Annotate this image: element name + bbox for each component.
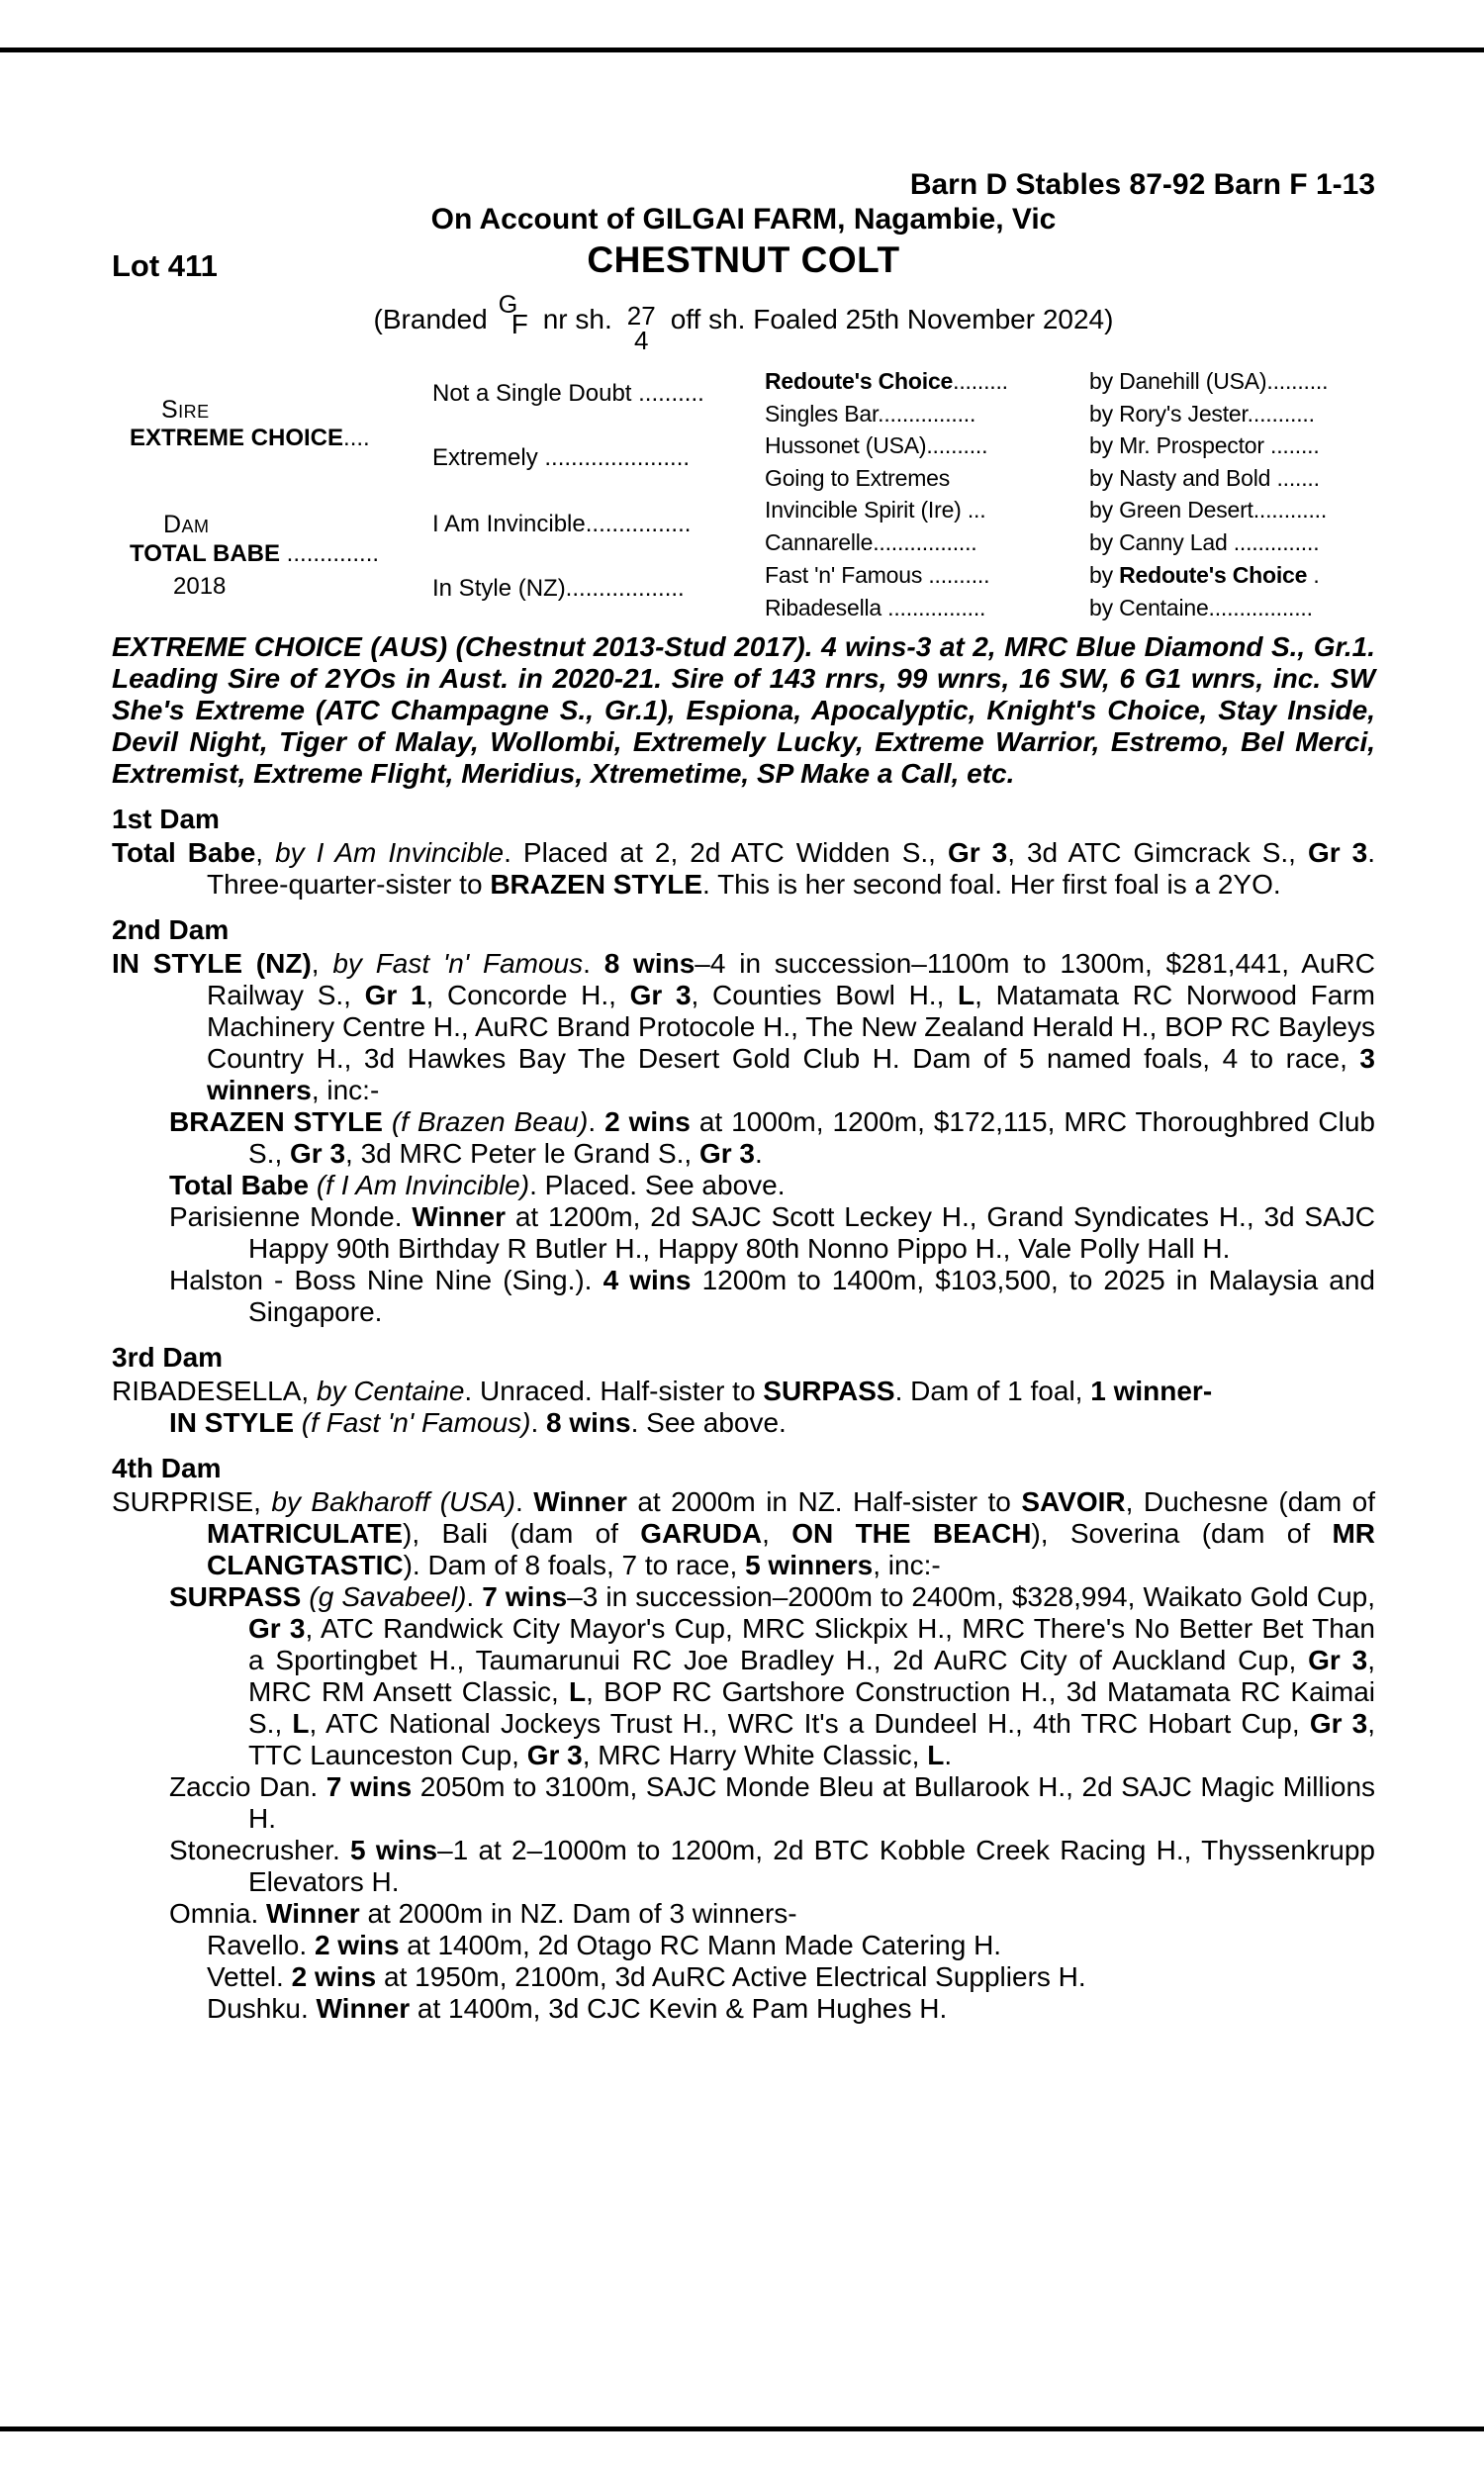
grandparent-name: Singles Bar................ xyxy=(765,401,976,427)
grandprogeny-entry: Ravello. 2 wins at 1400m, 2d Otago RC Mann Made Catering H. xyxy=(207,1930,1002,1960)
brand-foaled: off sh. Foaled 25th November 2024) xyxy=(670,304,1114,334)
consignor-line: On Account of GILGAI FARM, Nagambie, Vic xyxy=(430,203,1057,236)
grandparent-sire-line: by Nasty and Bold ....... xyxy=(1089,465,1320,491)
pedigree-table xyxy=(112,358,1457,627)
brand-near-side: nr sh. xyxy=(542,304,612,334)
foaling-fraction-top: 27 xyxy=(626,301,656,331)
dam-label: Dam xyxy=(163,511,210,538)
grandparent-name: Hussonet (USA).......... xyxy=(765,432,988,458)
grandparent-name: Redoute's Choice......... xyxy=(765,368,1008,394)
grandparent-sire-line: by Danehill (USA).......... xyxy=(1089,368,1329,394)
progeny-entry: Total Babe (f I Am Invincible). Placed. See above. xyxy=(169,1170,786,1200)
grandparent-sire-line: by Redoute's Choice . xyxy=(1089,562,1320,588)
dam-entry: RIBADESELLA, by Centaine. Unraced. Half-sister to SURPASS. Dam of 1 foal, 1 winner- xyxy=(112,1376,1213,1406)
progeny-entry: BRAZEN STYLE (f Brazen Beau). 2 wins at 1000m, 1200m, $172,115, MRC Thoroughbred Club S., Gr 3, 3d MRC Peter le Grand S., Gr 3. xyxy=(169,1106,1375,1169)
progeny-entry: Parisienne Monde. Winner at 1200m, 2d SAJC Scott Leckey H., Grand Syndicates H., 3d SAJC Happy 90th Birthday R Butler H., Happy 80th Nonno Pippo H., Vale Polly Hall H. xyxy=(169,1201,1375,1264)
sire-summary: EXTREME CHOICE (AUS) (Chestnut 2013-Stud 2017). 4 wins-3 at 2, MRC Blue Diamond S., Gr.1. Leading Sire of 2YOs in Aust. in 2020-21. Sire of 143 rnrs, 99 wnrs, 16 SW, 6 G1 wnrs, inc. SW She's Extreme (ATC Champagne S., Gr.1), Espiona, Apocalyptic, Knight's Choice, Stay Inside, Devil Night, Tiger of Malay, Wollombi, Extremely Lucky, Extreme Warrior, Estremo, Bel Merci, Extremist, Extreme Flight, Meridius, Xtremetime, SP Make a Call, etc. xyxy=(112,631,1375,789)
grandparent-sire-line: by Rory's Jester........... xyxy=(1089,401,1315,427)
dam-of-sire: Extremely ...................... xyxy=(432,444,691,471)
foaling-fraction-bottom: 4 xyxy=(633,326,649,355)
section-3rd-dam xyxy=(112,1342,1375,1439)
progeny-entry: IN STYLE (f Fast 'n' Famous). 8 wins. See above. xyxy=(169,1407,787,1438)
grandparent-sire-line: by Centaine................. xyxy=(1089,595,1313,620)
brand-line xyxy=(112,283,1375,356)
section-4th-dam xyxy=(112,1453,1375,2025)
dam-name: TOTAL BABE .............. xyxy=(130,540,380,567)
grandparent-name: Ribadesella ................ xyxy=(765,595,986,620)
bottom-rule xyxy=(0,2426,1484,2431)
barn-location: Barn D Stables 87-92 Barn F 1-13 xyxy=(909,168,1375,201)
section-heading: 4th Dam xyxy=(112,1453,222,1483)
progeny-entry: Zaccio Dan. 7 wins 2050m to 3100m, SAJC Monde Bleu at Bullarook H., 2d SAJC Magic Millions H. xyxy=(169,1771,1376,1834)
grandparent-name: Cannarelle................. xyxy=(765,529,977,555)
section-heading: 2nd Dam xyxy=(112,914,230,945)
dam-entry: IN STYLE (NZ), by Fast 'n' Famous. 8 wins–4 in succession–1100m to 1300m, $281,441, AuRC Railway S., Gr 1, Concorde H., Gr 3, Counties Bowl H., L, Matamata RC Norwood Farm Machinery Centre H., AuRC Brand Protocole H., The New Zealand Herald H., BOP RC Bayleys Country H., 3d Hawkes Bay The Desert Gold Club H. Dam of 5 named foals, 4 to race, 3 winners, inc:- xyxy=(112,948,1376,1105)
brand-letter-g: G xyxy=(498,291,518,319)
section-heading: 1st Dam xyxy=(112,804,220,834)
section-heading: 3rd Dam xyxy=(112,1342,224,1373)
grandprogeny-entry: Vettel. 2 wins at 1950m, 2100m, 3d AuRC Active Electrical Suppliers H. xyxy=(207,1961,1086,1992)
grandparent-sire-line: by Canny Lad .............. xyxy=(1089,529,1320,555)
grandparent-name: Going to Extremes xyxy=(765,465,951,491)
pedigree-text xyxy=(112,631,1375,2025)
section-1st-dam xyxy=(112,804,1375,901)
dam-of-dam: In Style (NZ).................. xyxy=(432,575,685,602)
lot-number: Lot 411 xyxy=(112,248,218,283)
progeny-entry: Stonecrusher. 5 wins–1 at 2–1000m to 1200m, 2d BTC Kobble Creek Racing H., Thyssenkrupp Elevators H. xyxy=(169,1835,1375,1897)
lot-title: CHESTNUT COLT xyxy=(587,239,900,280)
sire-name: EXTREME CHOICE.... xyxy=(130,425,370,451)
grandparent-name: Invincible Spirit (Ire) ... xyxy=(765,497,986,523)
progeny-entry: SURPASS (g Savabeel). 7 wins–3 in succession–2000m to 2400m, $328,994, Waikato Gold Cup, Gr 3, ATC Randwick City Mayor's Cup, MRC Slickpix H., MRC There's No Better Bet Than a Sportingbet H., Taumarunui RC Joe Bradley H., 2d AuRC City of Auckland Cup, Gr 3, MRC RM Ansett Classic, L, BOP RC Gartshore Construction H., 3d Matamata RC Kaimai S., L, ATC National Jockeys Trust H., WRC It's a Dundeel H., 4th TRC Hobart Cup, Gr 3, TTC Launceston Cup, Gr 3, MRC Harry White Classic, L. xyxy=(169,1581,1376,1770)
brand-letter-f: F xyxy=(510,309,528,339)
top-rule xyxy=(0,48,1484,52)
sire-of-sire: Not a Single Doubt .......... xyxy=(432,380,704,407)
grandparent-name: Fast 'n' Famous .......... xyxy=(765,562,990,588)
brand-prefix: (Branded xyxy=(373,304,488,334)
dam-entry: Total Babe, by I Am Invincible. Placed at 2, 2d ATC Widden S., Gr 3, 3d ATC Gimcrack S., Gr 3. Three-quarter-sister to BRAZEN STYLE. This is her second foal. Her first foal is a 2YO. xyxy=(112,837,1375,900)
sire-label: Sire xyxy=(161,396,210,424)
dam-entry: SURPRISE, by Bakharoff (USA). Winner at 2000m in NZ. Half-sister to SAVOIR, Duchesne (dam of MATRICULATE), Bali (dam of GARUDA, ON THE BEACH), Soverina (dam of MR CLANGTASTIC). Dam of 8 foals, 7 to race, 5 winners, inc:- xyxy=(112,1486,1376,1580)
section-2nd-dam xyxy=(112,914,1375,1328)
grandprogeny-entry: Dushku. Winner at 1400m, 3d CJC Kevin & Pam Hughes H. xyxy=(207,1993,948,2024)
dam-year: 2018 xyxy=(173,573,227,600)
brand-mark-icon xyxy=(497,293,534,346)
grandparent-sire-line: by Mr. Prospector ........ xyxy=(1089,432,1320,458)
foaling-fraction xyxy=(626,301,656,355)
grandparent-sire-line: by Green Desert............ xyxy=(1089,497,1328,523)
progeny-entry: Halston - Boss Nine Nine (Sing.). 4 wins 1200m to 1400m, $103,500, to 2025 in Malaysia and Singapore. xyxy=(169,1265,1375,1327)
sire-of-dam: I Am Invincible................ xyxy=(432,511,692,537)
progeny-entry: Omnia. Winner at 2000m in NZ. Dam of 3 winners- xyxy=(169,1898,797,1929)
